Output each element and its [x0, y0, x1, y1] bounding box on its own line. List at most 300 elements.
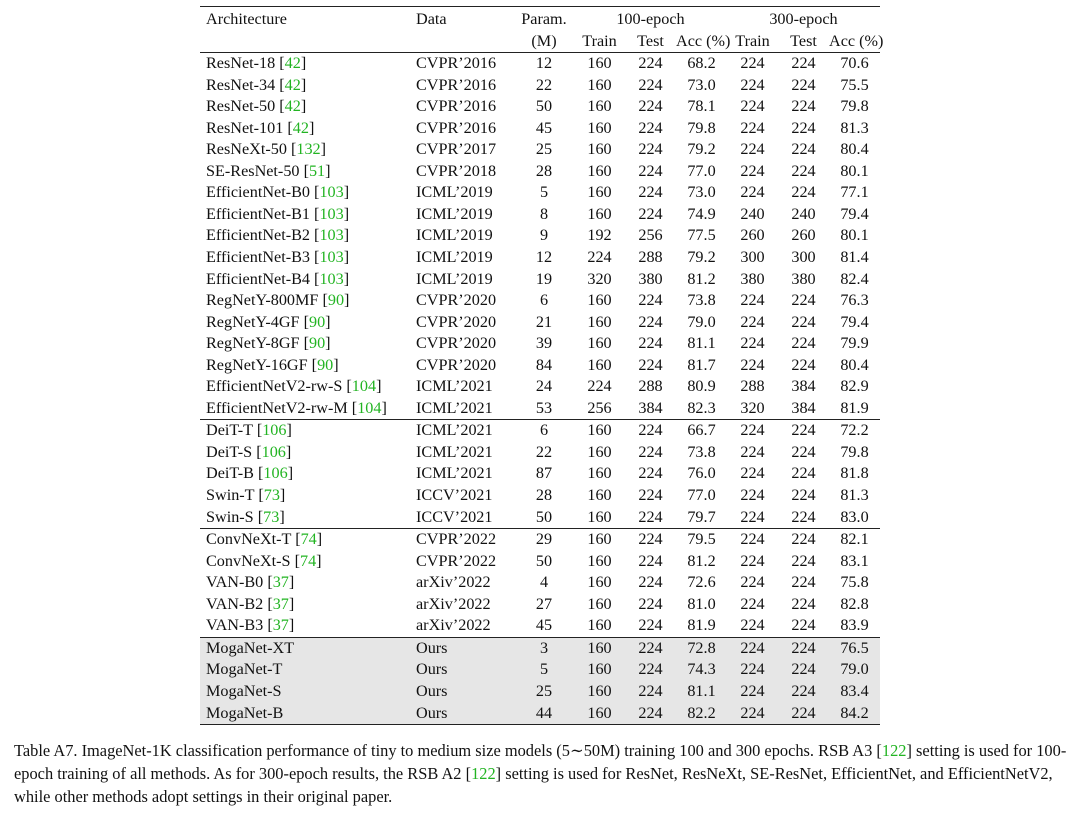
cell-param: 25: [514, 681, 574, 703]
cell-tr300: 224: [740, 464, 765, 483]
cell-tr100: 160: [587, 573, 612, 592]
citation-link[interactable]: 106: [263, 464, 288, 483]
cell-param: 29: [535, 530, 553, 549]
caption-ref-link[interactable]: 122: [471, 764, 496, 783]
model-name: Swin-T: [206, 486, 255, 505]
model-name: EfficientNet-B2: [206, 226, 310, 245]
header-test-300: Test: [790, 31, 817, 50]
cell-acc100: 68.2: [687, 54, 716, 73]
cell-acc300: 82.4: [840, 269, 869, 288]
cell-te300: 260: [791, 226, 816, 245]
model-name: ResNet-34: [206, 75, 276, 94]
cell-tr100: 160: [587, 97, 612, 116]
table-row: [200, 703, 880, 725]
cell-data: ICML’2019: [416, 204, 493, 223]
cell-te300: 224: [791, 312, 816, 331]
cell-tr100: 160: [587, 118, 612, 137]
cell-te100: 224: [638, 594, 663, 613]
cell-tr100: 160: [587, 507, 612, 526]
table-row: [200, 615, 880, 637]
cell-tr100: 160: [587, 464, 612, 483]
cell-architecture: EfficientNetV2-rw-M [104]: [206, 398, 387, 417]
cell-te300: 224: [791, 355, 816, 374]
cell-acc100: 81.1: [687, 334, 716, 353]
cell-te100: 380: [638, 269, 663, 288]
cell-architecture: ResNet-50 [42]: [206, 97, 307, 116]
model-name: RegNetY-800MF: [206, 291, 319, 310]
cell-tr300: 224: [740, 486, 765, 505]
citation-link[interactable]: 42: [292, 118, 309, 137]
cell-te300: 224: [791, 594, 816, 613]
cell-acc300: 83.1: [840, 551, 869, 570]
cell-acc300: 81.9: [840, 398, 869, 417]
cell-tr300: 224: [740, 140, 765, 159]
model-name: ResNeXt-50: [206, 140, 287, 159]
cell-te100: 224: [638, 551, 663, 570]
cell-acc100: 81.2: [687, 269, 716, 288]
citation-link[interactable]: 73: [263, 486, 280, 505]
model-name: RegNetY-4GF: [206, 312, 300, 331]
cell-acc300: 84.2: [829, 703, 880, 725]
cell-te300: 224: [791, 442, 816, 461]
model-name: EfficientNetV2-rw-M: [206, 398, 348, 417]
cell-te100: 224: [625, 681, 676, 703]
citation-link[interactable]: 106: [261, 442, 286, 461]
citation-link[interactable]: 42: [284, 97, 301, 116]
cell-te100: 224: [638, 421, 663, 440]
cell-tr100: 160: [587, 54, 612, 73]
cell-te300: 224: [791, 291, 816, 310]
cell-tr100: 160: [587, 204, 612, 223]
cell-tr100: 160: [587, 312, 612, 331]
cell-data: Ours: [414, 659, 514, 681]
cell-acc300: 76.3: [840, 291, 869, 310]
caption-text-1: Table A7. ImageNet-1K classification performance of tiny to medium size models (5∼50M) training 100 and 300 epochs. RSB A3 [: [14, 741, 882, 760]
cell-param: 50: [535, 551, 553, 570]
cell-tr300: 224: [740, 334, 765, 353]
cell-data: CVPR’2018: [416, 161, 497, 180]
header-data: Data: [416, 10, 447, 28]
cell-data: ICML’2019: [416, 183, 493, 202]
cell-te300: 224: [791, 75, 816, 94]
citation-link[interactable]: 90: [317, 355, 334, 374]
cell-param: 45: [535, 616, 553, 635]
cell-param: 21: [535, 312, 553, 331]
citation-link[interactable]: 51: [308, 161, 326, 180]
cell-te300: 380: [791, 269, 816, 288]
cell-acc100: 81.0: [687, 594, 716, 613]
table-row: [200, 312, 880, 334]
cell-architecture: ConvNeXt-T [74]: [206, 530, 323, 549]
table-row: [200, 529, 880, 551]
cell-acc300: 83.4: [829, 681, 880, 703]
cell-acc300: 79.4: [840, 204, 869, 223]
cell-acc300: 81.3: [840, 118, 869, 137]
cell-acc300: 81.3: [840, 486, 869, 505]
cell-te100: 224: [638, 291, 663, 310]
cell-tr300: 224: [740, 75, 765, 94]
cell-acc100: 77.5: [687, 226, 716, 245]
model-name: Swin-S: [206, 507, 254, 526]
cell-tr100: 320: [587, 269, 612, 288]
cell-te100: 224: [625, 703, 676, 725]
header-100-epoch: 100-epoch: [616, 10, 685, 28]
header-test-100: Test: [637, 31, 664, 50]
cell-te300: 224: [791, 161, 816, 180]
cell-architecture: Swin-T [73]: [206, 486, 286, 505]
cell-te300: 224: [791, 118, 816, 137]
cell-acc100: 81.2: [687, 551, 716, 570]
cell-acc300: 83.9: [840, 616, 869, 635]
cell-architecture: EfficientNetV2-rw-S [104]: [206, 377, 382, 396]
table-row: [200, 333, 880, 355]
table-row: [200, 161, 880, 183]
cell-acc100: 79.0: [687, 312, 716, 331]
table-row: [200, 637, 880, 659]
citation-link[interactable]: 132: [296, 140, 321, 159]
cell-te300: 224: [791, 530, 816, 549]
cell-te100: 224: [638, 530, 663, 549]
cell-acc300: 82.8: [840, 594, 869, 613]
cell-tr300: 320: [740, 398, 765, 417]
cell-te100: 224: [638, 204, 663, 223]
cell-architecture: ResNet-18 [42]: [206, 54, 307, 73]
results-table-container: [200, 6, 884, 725]
model-name: VAN-B2: [206, 594, 264, 613]
cell-param: 24: [535, 377, 553, 396]
citation-link[interactable]: 74: [299, 551, 317, 570]
cell-param: 3: [514, 637, 574, 659]
table-row: [200, 204, 880, 226]
cell-architecture: DeiT-S [106]: [206, 442, 292, 461]
caption-ref-link[interactable]: 122: [881, 741, 907, 760]
table-row: [200, 225, 880, 247]
header-row-1: [200, 7, 880, 31]
cell-te300: 240: [791, 204, 816, 223]
cell-data: CVPR’2020: [416, 334, 497, 353]
cell-acc100: 73.8: [687, 442, 716, 461]
cell-acc100: 73.8: [687, 291, 716, 310]
cell-acc300: 83.0: [840, 507, 869, 526]
cell-te300: 224: [791, 573, 816, 592]
cell-param: 5: [539, 183, 549, 202]
cell-acc300: 79.4: [840, 312, 869, 331]
cell-architecture: VAN-B3 [37]: [206, 616, 295, 635]
cell-acc300: 79.8: [840, 442, 869, 461]
cell-architecture: SE-ResNet-50 [51]: [206, 161, 331, 180]
table-row: [200, 182, 880, 204]
cell-data: ICML’2019: [416, 248, 493, 267]
cell-tr300: 224: [740, 54, 765, 73]
cell-architecture: DeiT-B [106]: [206, 464, 294, 483]
cell-acc100: 73.0: [687, 183, 716, 202]
cell-te100: 224: [638, 334, 663, 353]
cell-tr100: 192: [587, 226, 612, 245]
model-name: DeiT-T: [206, 421, 253, 440]
citation-link[interactable]: 103: [319, 226, 344, 245]
cell-architecture: [200, 637, 414, 659]
cell-tr300: 380: [740, 269, 765, 288]
cell-te100: 224: [638, 75, 663, 94]
citation-link[interactable]: 73: [263, 507, 280, 526]
cell-te100: 224: [638, 507, 663, 526]
cell-data: CVPR’2016: [416, 97, 497, 116]
cell-tr100: 160: [587, 421, 612, 440]
cell-data: CVPR’2022: [416, 551, 497, 570]
cell-acc300: 75.5: [840, 75, 869, 94]
cell-tr300: 260: [740, 226, 765, 245]
cell-acc100: 81.9: [687, 616, 716, 635]
cell-acc300: 81.4: [840, 248, 869, 267]
cell-data: CVPR’2020: [416, 312, 497, 331]
cell-tr300: 224: [740, 312, 765, 331]
cell-tr300: 224: [740, 183, 765, 202]
cell-tr300: 224: [727, 703, 778, 725]
cell-te100: 224: [625, 637, 676, 659]
cell-architecture: [200, 703, 414, 725]
cell-te100: 224: [638, 54, 663, 73]
model-name: MogaNet-B: [206, 703, 284, 722]
citation-link[interactable]: 42: [284, 75, 301, 94]
cell-tr100: 160: [587, 442, 612, 461]
cell-data: ICML’2021: [416, 421, 493, 440]
header-param-unit: (M): [531, 31, 557, 50]
table-row: [200, 75, 880, 97]
cell-acc300: 72.2: [840, 421, 869, 440]
cell-architecture: EfficientNet-B0 [103]: [206, 183, 350, 202]
model-name: MogaNet-XT: [206, 638, 295, 657]
cell-te100: 224: [638, 573, 663, 592]
header-param: Param.: [521, 10, 567, 28]
cell-te300: 224: [778, 703, 829, 725]
cell-acc100: 78.1: [687, 97, 716, 116]
table-row: [200, 398, 880, 420]
model-name: DeiT-B: [206, 464, 254, 483]
cell-te300: 224: [778, 637, 829, 659]
model-name: RegNetY-16GF: [206, 355, 308, 374]
cell-param: 25: [535, 140, 553, 159]
cell-param: 6: [539, 291, 549, 310]
caption-text-3: ] setting is used for ResNet, ResNeXt, SE-ResNet, EfficientNet, and EfficientNetV2, while other methods adopt settings in their original paper.: [14, 764, 1053, 806]
cell-tr300: 224: [740, 161, 765, 180]
citation-link[interactable]: 106: [262, 421, 287, 440]
header-architecture: Architecture: [206, 10, 287, 28]
cell-te300: 224: [791, 551, 816, 570]
cell-data: CVPR’2016: [416, 54, 497, 73]
header-acc-300: Acc (%): [829, 31, 884, 50]
model-name: EfficientNet-B0: [206, 183, 310, 202]
cell-architecture: ResNet-101 [42]: [206, 118, 315, 137]
cell-acc100: 72.8: [676, 637, 727, 659]
citation-link[interactable]: 37: [272, 573, 289, 592]
model-name: ConvNeXt-S: [206, 551, 291, 570]
cell-param: 28: [535, 486, 553, 505]
citation-link[interactable]: 103: [319, 204, 344, 223]
cell-acc100: 79.8: [687, 118, 716, 137]
cell-acc100: 80.9: [687, 377, 716, 396]
cell-tr300: 224: [740, 118, 765, 137]
cell-tr300: 224: [740, 97, 765, 116]
cell-tr100: 160: [587, 291, 612, 310]
cell-data: arXiv’2022: [416, 573, 491, 592]
cell-acc300: 80.1: [840, 161, 869, 180]
citation-link[interactable]: 74: [300, 530, 317, 549]
cell-tr100: 256: [587, 398, 612, 417]
cell-acc100: 82.2: [676, 703, 727, 725]
citation-link[interactable]: 104: [357, 398, 382, 417]
table-row: [200, 96, 880, 118]
cell-acc100: 72.6: [687, 573, 716, 592]
cell-acc100: 73.0: [687, 75, 716, 94]
cell-architecture: EfficientNet-B4 [103]: [206, 269, 350, 288]
cell-tr300: 224: [740, 291, 765, 310]
table-row: [200, 659, 880, 681]
table-row: [200, 507, 880, 529]
table-row: [200, 463, 880, 485]
cell-tr300: 224: [740, 551, 765, 570]
citation-link[interactable]: 42: [284, 54, 301, 73]
cell-te100: 224: [638, 464, 663, 483]
cell-tr100: 160: [587, 530, 612, 549]
citation-link[interactable]: 90: [308, 312, 326, 331]
cell-architecture: EfficientNet-B2 [103]: [206, 226, 350, 245]
cell-acc300: 77.1: [840, 183, 869, 202]
cell-tr100: 160: [587, 486, 612, 505]
cell-acc100: 79.7: [687, 507, 716, 526]
cell-architecture: EfficientNet-B1 [103]: [206, 204, 350, 223]
cell-data: ICML’2021: [416, 464, 493, 483]
cell-param: 87: [535, 464, 553, 483]
cell-data: CVPR’2016: [416, 75, 497, 94]
cell-acc100: 77.0: [687, 486, 716, 505]
cell-architecture: EfficientNet-B3 [103]: [206, 248, 350, 267]
cell-acc100: 79.2: [687, 248, 716, 267]
cell-te100: 224: [638, 616, 663, 635]
cell-acc300: 80.1: [840, 226, 869, 245]
cell-acc300: 79.9: [840, 334, 869, 353]
cell-tr100: 224: [587, 248, 612, 267]
cell-te100: 224: [638, 97, 663, 116]
cell-param: 9: [539, 226, 549, 245]
cell-param: 45: [535, 118, 553, 137]
model-name: VAN-B0: [206, 573, 264, 592]
cell-param: 53: [535, 398, 553, 417]
cell-te100: 224: [625, 659, 676, 681]
cell-architecture: RegNetY-16GF [90]: [206, 355, 339, 374]
header-row-2: [200, 31, 880, 53]
citation-link[interactable]: 103: [319, 248, 344, 267]
cell-tr300: 224: [740, 442, 765, 461]
cell-te300: 300: [791, 248, 816, 267]
cell-acc300: 82.9: [840, 377, 869, 396]
cell-data: CVPR’2016: [416, 118, 497, 137]
cell-data: ICCV’2021: [416, 486, 493, 505]
model-name: SE-ResNet-50: [206, 161, 300, 180]
cell-tr100: 160: [574, 659, 625, 681]
model-name: ConvNeXt-T: [206, 530, 292, 549]
cell-tr300: 224: [740, 573, 765, 592]
model-name: ResNet-50: [206, 97, 276, 116]
citation-link[interactable]: 103: [319, 269, 344, 288]
header-train-300: Train: [735, 31, 770, 50]
cell-te100: 256: [638, 226, 663, 245]
cell-te300: 224: [778, 659, 829, 681]
cell-acc100: 66.7: [687, 421, 716, 440]
cell-tr100: 160: [587, 551, 612, 570]
citation-link[interactable]: 104: [351, 377, 377, 396]
table-body: [200, 53, 880, 725]
cell-te300: 224: [791, 54, 816, 73]
cell-te100: 384: [638, 398, 663, 417]
cell-te100: 288: [638, 377, 663, 396]
cell-param: 4: [539, 573, 549, 592]
cell-data: ICML’2021: [416, 442, 493, 461]
cell-te100: 224: [638, 355, 663, 374]
cell-tr100: 160: [587, 183, 612, 202]
cell-acc300: 75.8: [840, 573, 869, 592]
cell-data: ICCV’2021: [416, 507, 493, 526]
cell-tr300: 300: [740, 248, 765, 267]
cell-te300: 224: [791, 334, 816, 353]
cell-param: 19: [535, 269, 553, 288]
citation-link[interactable]: 37: [272, 616, 289, 635]
cell-acc300: 80.4: [840, 140, 869, 159]
model-name: EfficientNet-B1: [206, 204, 310, 223]
cell-tr100: 160: [587, 334, 612, 353]
cell-acc300: 82.1: [840, 530, 869, 549]
model-name: ResNet-18: [206, 54, 276, 73]
model-name: RegNetY-8GF: [206, 334, 300, 353]
cell-acc100: 79.2: [687, 140, 716, 159]
cell-tr100: 160: [574, 703, 625, 725]
cell-architecture: [200, 659, 414, 681]
cell-tr300: 224: [740, 616, 765, 635]
cell-architecture: DeiT-T [106]: [206, 421, 292, 440]
table-caption: [14, 739, 1074, 808]
cell-param: 6: [539, 421, 549, 440]
table-row: [200, 420, 880, 442]
cell-te300: 384: [791, 398, 816, 417]
cell-data: arXiv’2022: [416, 616, 491, 635]
model-name: EfficientNet-B4: [206, 269, 310, 288]
cell-acc100: 74.9: [687, 204, 716, 223]
table-row: [200, 594, 880, 616]
table-row: [200, 118, 880, 140]
citation-link[interactable]: 103: [319, 183, 344, 202]
cell-param: 84: [535, 355, 553, 374]
citation-link[interactable]: 37: [272, 594, 289, 613]
cell-data: Ours: [414, 637, 514, 659]
cell-te300: 224: [791, 616, 816, 635]
cell-param: 44: [514, 703, 574, 725]
cell-te300: 224: [791, 97, 816, 116]
cell-te300: 224: [791, 486, 816, 505]
cell-param: 39: [535, 334, 553, 353]
table-row: [200, 681, 880, 703]
cell-tr100: 160: [587, 161, 612, 180]
cell-tr100: 224: [587, 377, 612, 396]
cell-data: ICML’2019: [416, 226, 493, 245]
citation-link[interactable]: 90: [327, 291, 345, 310]
model-name: VAN-B3: [206, 616, 264, 635]
cell-te100: 224: [638, 183, 663, 202]
cell-data: ICML’2019: [416, 269, 493, 288]
cell-data: CVPR’2022: [416, 530, 497, 549]
cell-tr100: 160: [587, 355, 612, 374]
cell-architecture: Swin-S [73]: [206, 507, 285, 526]
citation-link[interactable]: 90: [308, 334, 326, 353]
header-train-100: Train: [582, 31, 617, 50]
